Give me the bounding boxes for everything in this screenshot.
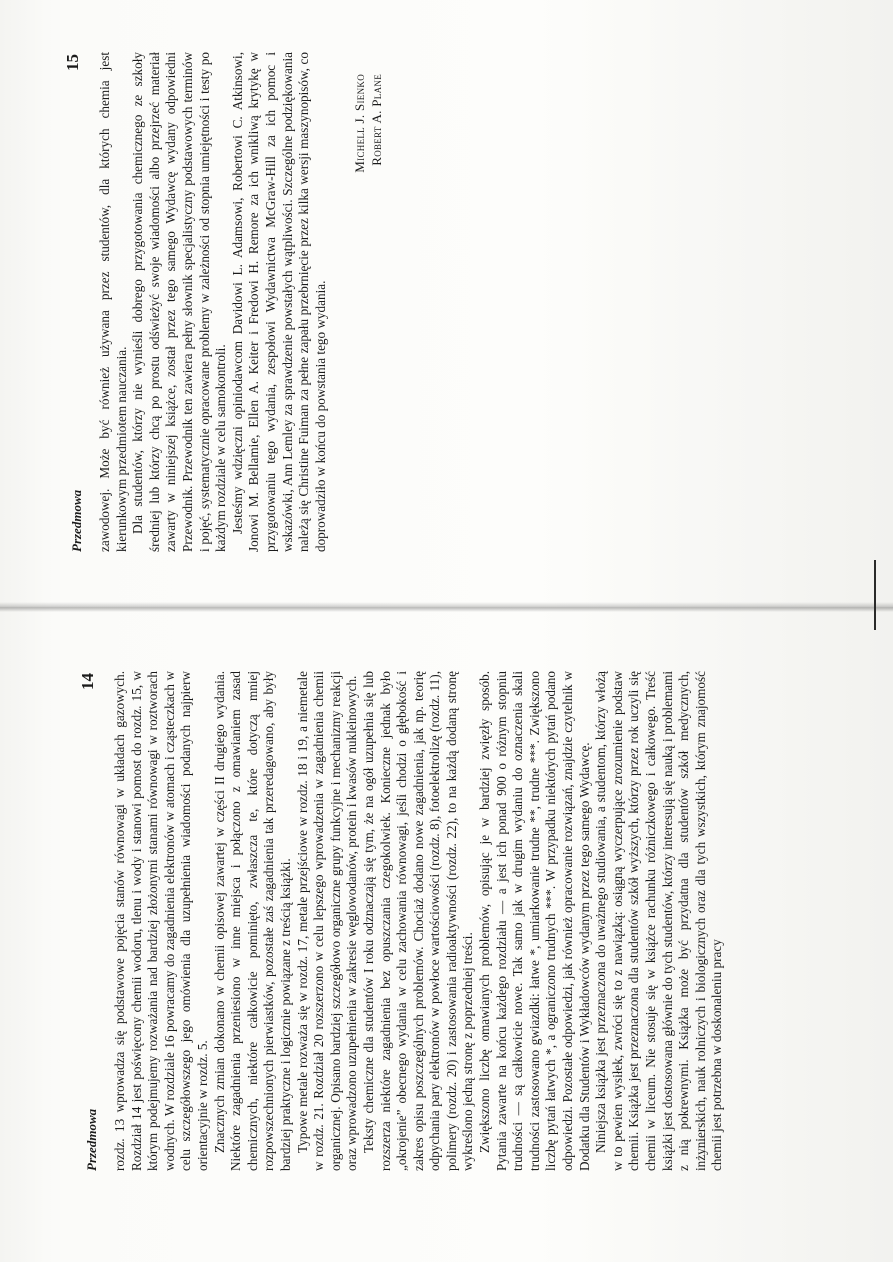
running-head: Przedmowa	[69, 489, 84, 552]
page-edge-mark	[874, 560, 876, 630]
paragraph: Dla studentów, którzy nie wynieśli dobrego przygotowania chemicznego ze szkoły średniej lub którzy chcą po prostu odświeżyć swoje wiadomości albo przejrzeć materiał zawarty w niniejszej książce, został przez tego samego Wydawcę wydany odpowiedni Przewodnik. Przewodnik ten zawiera pełny słownik specjalistyczny podstawowych terminów i pojęć, systematycznie opracowane problemy w zależności od stopnia umiejętności i testy po każdym rozdziale w celu samokontroli.	[130, 52, 229, 552]
book-spine-shadow	[0, 602, 893, 612]
author-name: Robert A. Plane	[369, 74, 385, 166]
page-number: 15	[63, 54, 82, 71]
paragraph: Jesteśmy wdzięczni opiniodawcom Davidowi L. Adamsowi, Robertowi C. Atkinsowi, Jonowi M. Bellamie, Ellen A. Keiter i Fredowi H. Remore za ich wnikliwą krytykę w przygotowaniu tego wydania, zespołowi Wydawnictwa McGraw-Hill za ich pomoc i wskazówki, Ann Lemley za sprawdzenie powstałych wątpliwości. Szczególne podziękowania należą się Christine Fuiman za pełne zapału przebrnięcie przez kilka wersji maszynopisów, co doprowadziło w końcu do powstania tego wydania.	[229, 52, 328, 552]
paragraph: Zwiększono liczbę omawianych problemów, opisując je w bardziej zwięzły sposób. Pytania zawarte na końcu każdego rozdziału — a jest ich ponad 900 o różnym stopniu trudności — są całkowicie nowe. Tak samo jak w drugim wydaniu do oznaczenia skali trudności zastosowano gwiazdki: łatwe *, umiarkowanie trudne **, trudne ***. Zwiększono liczbę pytań łatwych *, a ograniczono trudnych ***. W przypadku niektórych pytań podano odpowiedzi. Pozostałe odpowiedzi, jak również opracowanie rozwiązań, znajdzie czytelnik w Dodatku dla Studentów i Wykładowców wydanym przez tego samego Wydawcę.	[477, 671, 592, 1171]
page-number: 14	[78, 673, 97, 690]
running-head: Przedmowa	[84, 1108, 99, 1171]
paragraph: Niniejsza książka jest przeznaczona do uważnego studiowania, a studentom, którzy włożą w to pewien wysiłek, zwróci się to z nawiązką: osiągną wyczerpujące zrozumienie podstaw chemii. Książka jest przeznaczona dla studentów szkół wyższych, którzy przez rok uczyli się chemii w liceum. Nie stosuje się w książce rachunku różniczkowego i całkowego. Treść książki jest dostosowana głównie do tych studentów, którzy interesują się nauką i problemami z nią pokrewnymi. Książka może być przydatna dla studentów szkół medycznych, inżynierskich, nauk rolniczych i biologicznych oraz dla tych wszystkich, którym znajomość chemii jest potrzebna w doskonaleniu pracy	[593, 671, 725, 1171]
book-page-14	[66, 653, 826, 1193]
signature-block	[351, 52, 411, 552]
paragraph: zawodowej. Może być również używana przez studentów, dla których chemia jest kierunkowym przedmiotem nauczania.	[97, 52, 129, 552]
book-page-15	[51, 34, 841, 574]
paragraph: Typowe metale rozważa się w rozdz. 17, metale przejściowe w rozdz. 18 i 19, a niemetale w rozdz. 21. Rozdział 20 rozszerzono w celu lepszego wprowadzenia w zagadnienia chemii organicznej. Opisano bardziej szczegółowo organiczne grupy funkcyjne i mechanizmy reakcji oraz wprowadzono uzupełnienia w zakresie węglowodanów, protein i kwasów nukleinowych.	[294, 671, 360, 1171]
authors-signature	[351, 74, 385, 173]
author-name: Michell J. Sienko	[352, 74, 368, 173]
page-body	[112, 671, 726, 1171]
page-body	[97, 52, 411, 552]
paragraph: Znacznych zmian dokonano w chemii opisowej zawartej w części II drugiego wydania. Niektóre zagadnienia przeniesiono w inne miejsca i połączono z omawianiem zasad chemicznych, niektóre całkowicie pominięto, zwłaszcza te, które dotyczą mniej rozpowszechnionych pierwiastków, pozostałe zaś zagadnienia tak przeredagowano, aby były bardziej praktyczne i logicznie powiązane z treścią książki.	[211, 671, 293, 1171]
paragraph: rozdz. 13 wprowadza się podstawowe pojęcia stanów równowagi w układach gazowych. Rozdział 14 jest poświęcony chemii wodoru, tlenu i wody i stanowi pomost do rozdz. 15, w którym podejmujemy rozważania nad bardziej złożonymi stanami równowagi w roztworach wodnych. W rozdziale 16 powracamy do zagadnienia elektronów w atomach i cząsteczkach w celu szczegółowszego jego omówienia dla uzupełnienia wiadomości podanych najpierw orientacyjnie w rozdz. 5.	[112, 671, 210, 1171]
paragraph: Teksty chemiczne dla studentów I roku odznaczają się tym, że na ogół uzupełnia się lub rozszerza niektóre zagadnienia bez opuszczania czegokolwiek. Konieczne jednak było „okrojenie” obecnego wydania w celu zachowania równowagi, jeśli chodzi o głębokość i zakres opisu poszczególnych problemów. Chociaż dodano nowe zagadnienia, jak np. teorię odpychania pary elektronów w powłoce wartościowości (rozdz. 8), fotoelektrolizę (rozdz. 11), polimery (rozdz. 20) i zastosowania radioaktywności (rozdz. 22), to na każdą dodaną stronę wykreślono jedną stronę z poprzedniej treści.	[360, 671, 476, 1171]
